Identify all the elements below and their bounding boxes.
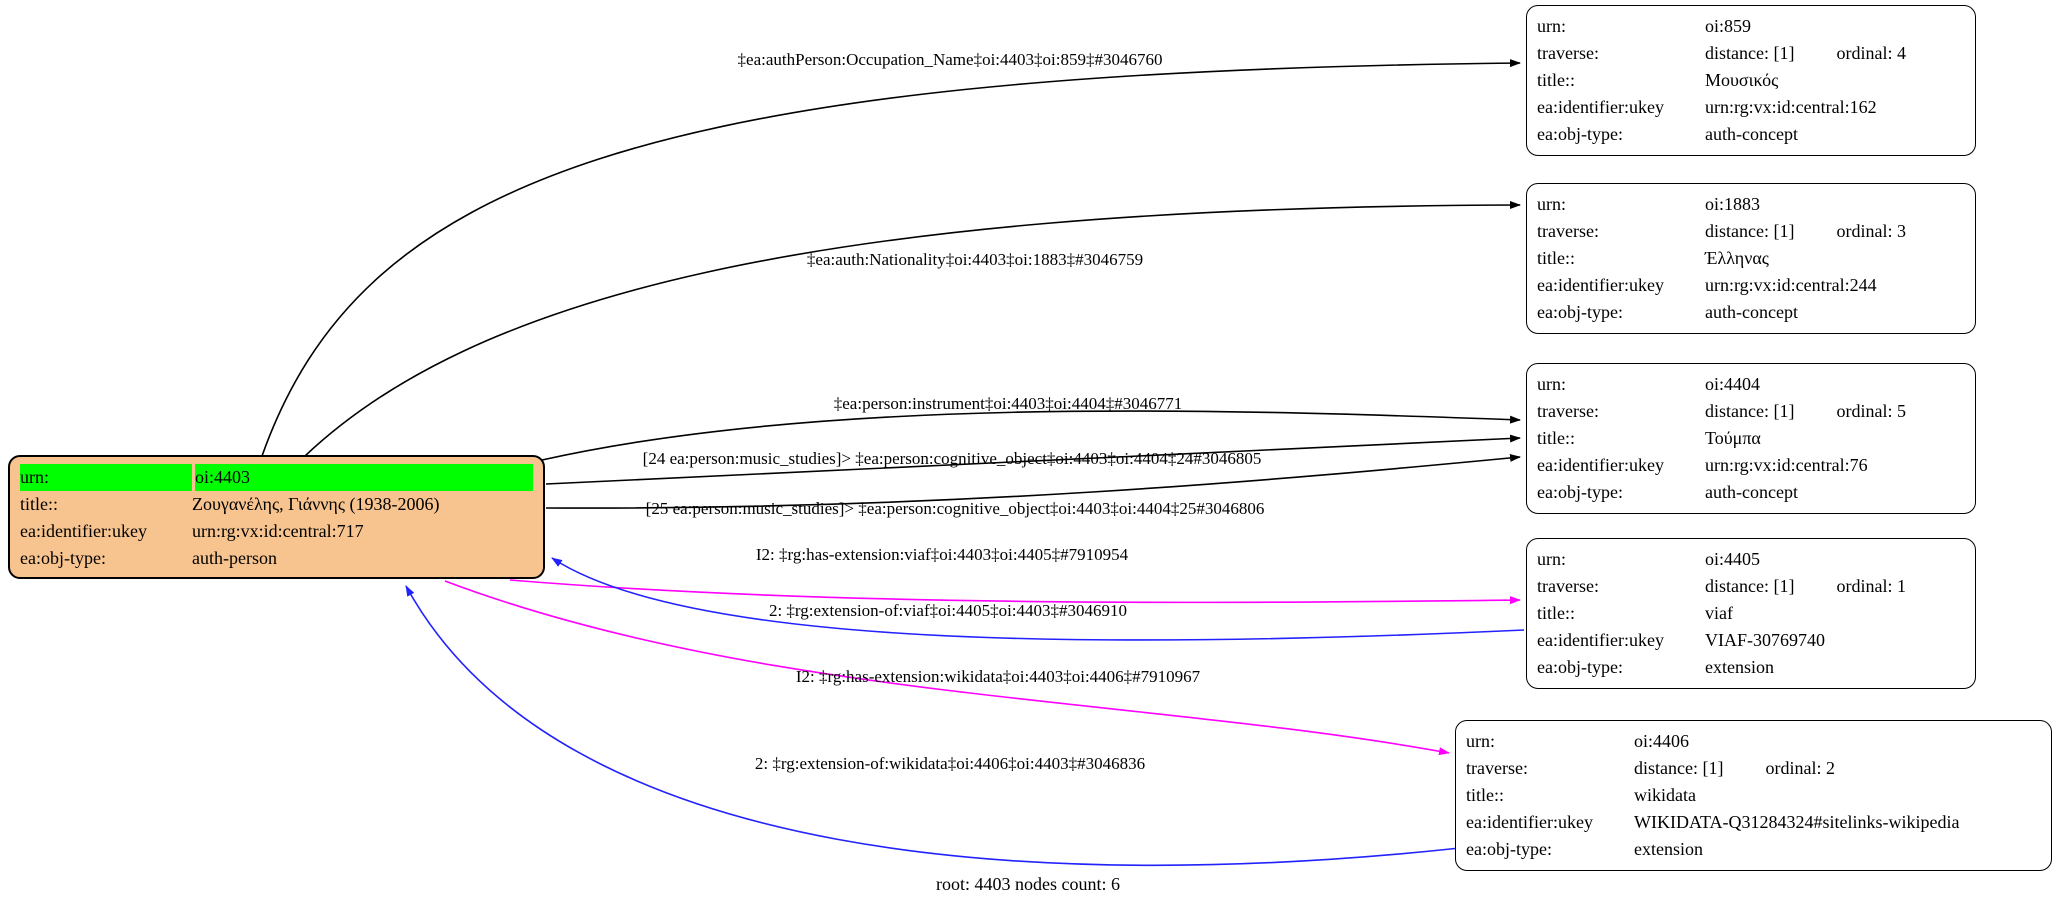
title-key: title:: xyxy=(1466,785,1504,805)
urn-key: urn: xyxy=(1537,374,1566,394)
node-row xyxy=(1537,299,1965,326)
central-objtype-value: auth-person xyxy=(192,548,277,568)
traverse-key: traverse: xyxy=(1537,576,1599,596)
urn-value: oi:4406 xyxy=(1634,731,1690,751)
node-row xyxy=(1466,755,2041,782)
traverse-value xyxy=(1634,755,2041,782)
ukey-value: VIAF-30769740 xyxy=(1705,630,1825,650)
traverse-key: traverse: xyxy=(1537,43,1599,63)
urn-key: urn: xyxy=(1537,194,1566,214)
objtype-value: extension xyxy=(1705,657,1774,677)
node-row xyxy=(1466,836,2041,863)
node-row xyxy=(1537,67,1965,94)
urn-value: oi:4405 xyxy=(1705,549,1761,569)
traverse-value xyxy=(1705,398,1965,425)
node-row xyxy=(1466,728,2041,755)
distance-value: distance: [1] xyxy=(1705,43,1795,63)
title-key: title:: xyxy=(1537,603,1575,623)
edge-label-cognitive-25: [25 ea:person:music_studies]> ‡ea:person:cognitive_object‡oi:4403‡oi:4404‡25#3046806 xyxy=(645,499,1265,518)
urn-value: oi:859 xyxy=(1705,16,1752,36)
distance-value: distance: [1] xyxy=(1705,401,1795,421)
title-key: title:: xyxy=(1537,70,1575,90)
edge-label-cognitive-24: [24 ea:person:music_studies]> ‡ea:person:cognitive_object‡oi:4403‡oi:4404‡24#3046805 xyxy=(642,449,1262,468)
node-oi-4406[interactable] xyxy=(1455,720,2052,871)
node-row xyxy=(1537,40,1965,67)
node-row xyxy=(1537,94,1965,121)
ordinal-value: ordinal: 3 xyxy=(1836,221,1906,241)
title-value: viaf xyxy=(1705,603,1733,623)
title-key: title:: xyxy=(1537,428,1575,448)
node-row xyxy=(1537,272,1965,299)
title-value: Έλληνας xyxy=(1705,248,1769,268)
distance-value: distance: [1] xyxy=(1634,758,1724,778)
node-oi-4404[interactable] xyxy=(1526,363,1976,514)
edge-label-has-extension-viaf: I2: ‡rg:has-extension:viaf‡oi:4403‡oi:4405‡#7910954 xyxy=(755,545,1129,564)
ordinal-value: ordinal: 1 xyxy=(1836,576,1906,596)
node-row xyxy=(1537,654,1965,681)
distance-value: distance: [1] xyxy=(1705,221,1795,241)
traverse-value xyxy=(1705,573,1965,600)
node-oi-4405[interactable] xyxy=(1526,538,1976,689)
node-row xyxy=(1537,627,1965,654)
central-title-key: title:: xyxy=(20,494,58,514)
traverse-key: traverse: xyxy=(1466,758,1528,778)
node-row xyxy=(1537,573,1965,600)
central-title-row xyxy=(20,491,533,518)
central-urn-row xyxy=(20,464,533,491)
objtype-key: ea:obj-type: xyxy=(1537,302,1623,322)
root-count-label: root: 4403 nodes count: 6 xyxy=(936,874,1120,894)
node-row xyxy=(1537,121,1965,148)
central-ukey-key: ea:identifier:ukey xyxy=(20,521,147,541)
urn-key: urn: xyxy=(1466,731,1495,751)
node-row xyxy=(1537,600,1965,627)
node-row xyxy=(1537,425,1965,452)
traverse-key: traverse: xyxy=(1537,401,1599,421)
node-row xyxy=(1537,191,1965,218)
central-title-value: Ζουγανέλης, Γιάννης (1938-2006) xyxy=(192,494,440,514)
node-row xyxy=(1537,479,1965,506)
central-objtype-row xyxy=(20,545,533,572)
central-objtype-key: ea:obj-type: xyxy=(20,548,106,568)
central-urn-value: oi:4403 xyxy=(195,464,533,491)
objtype-value: auth-concept xyxy=(1705,482,1798,502)
node-oi-859[interactable] xyxy=(1526,5,1976,156)
ukey-value: urn:rg:vx:id:central:76 xyxy=(1705,455,1868,475)
node-row xyxy=(1537,398,1965,425)
urn-value: oi:4404 xyxy=(1705,374,1761,394)
ukey-value: urn:rg:vx:id:central:244 xyxy=(1705,275,1877,295)
objtype-value: auth-concept xyxy=(1705,302,1798,322)
edge-label-instrument: ‡ea:person:instrument‡oi:4403‡oi:4404‡#3046771 xyxy=(833,394,1183,413)
edge-extension-of-viaf-path xyxy=(552,558,1524,640)
ordinal-value: ordinal: 5 xyxy=(1836,401,1906,421)
node-row xyxy=(1537,13,1965,40)
objtype-key: ea:obj-type: xyxy=(1466,839,1552,859)
ukey-key: ea:identifier:ukey xyxy=(1466,812,1593,832)
ukey-value: urn:rg:vx:id:central:162 xyxy=(1705,97,1877,117)
node-row xyxy=(1537,245,1965,272)
ukey-value: WIKIDATA-Q31284324#sitelinks-wikipedia xyxy=(1634,812,1960,832)
urn-value: oi:1883 xyxy=(1705,194,1761,214)
edge-extension-of-wikidata-path xyxy=(406,586,1460,865)
node-row xyxy=(1466,809,2041,836)
urn-key: urn: xyxy=(1537,549,1566,569)
node-row xyxy=(1537,371,1965,398)
ordinal-value: ordinal: 2 xyxy=(1765,758,1835,778)
objtype-value: auth-concept xyxy=(1705,124,1798,144)
urn-key: urn: xyxy=(1537,16,1566,36)
edge-label-extension-of-viaf: 2: ‡rg:extension-of:viaf‡oi:4405‡oi:4403‡#3046910 xyxy=(768,601,1128,620)
objtype-key: ea:obj-type: xyxy=(1537,657,1623,677)
title-value: wikidata xyxy=(1634,785,1696,805)
node-row xyxy=(1537,218,1965,245)
central-ukey-value: urn:rg:vx:id:central:717 xyxy=(192,521,364,541)
central-urn-key: urn: xyxy=(20,464,192,491)
ordinal-value: ordinal: 4 xyxy=(1836,43,1906,63)
edge-label-has-extension-wikidata: I2: ‡rg:has-extension:wikidata‡oi:4403‡oi:4406‡#7910967 xyxy=(795,667,1201,686)
node-oi-4403-central[interactable] xyxy=(8,455,545,579)
title-value: Τούμπα xyxy=(1705,428,1761,448)
node-row xyxy=(1537,452,1965,479)
edge-label-extension-of-wikidata: 2: ‡rg:extension-of:wikidata‡oi:4406‡oi:4403‡#3046836 xyxy=(754,754,1146,773)
objtype-key: ea:obj-type: xyxy=(1537,482,1623,502)
ukey-key: ea:identifier:ukey xyxy=(1537,275,1664,295)
edge-label-nationality: ‡ea:auth:Nationality‡oi:4403‡oi:1883‡#3046759 xyxy=(806,250,1144,269)
ukey-key: ea:identifier:ukey xyxy=(1537,630,1664,650)
objtype-value: extension xyxy=(1634,839,1703,859)
node-row xyxy=(1466,782,2041,809)
central-ukey-row xyxy=(20,518,533,545)
edge-nationality-path xyxy=(305,205,1520,456)
edge-has-extension-viaf-path xyxy=(510,580,1520,602)
objtype-key: ea:obj-type: xyxy=(1537,124,1623,144)
title-value: Μουσικός xyxy=(1705,70,1779,90)
traverse-value xyxy=(1705,40,1965,67)
node-oi-1883[interactable] xyxy=(1526,183,1976,334)
title-key: title:: xyxy=(1537,248,1575,268)
distance-value: distance: [1] xyxy=(1705,576,1795,596)
traverse-key: traverse: xyxy=(1537,221,1599,241)
node-row xyxy=(1537,546,1965,573)
edge-label-occupation: ‡ea:authPerson:Occupation_Name‡oi:4403‡oi:859‡#3046760 xyxy=(737,50,1163,69)
traverse-value xyxy=(1705,218,1965,245)
ukey-key: ea:identifier:ukey xyxy=(1537,97,1664,117)
ukey-key: ea:identifier:ukey xyxy=(1537,455,1664,475)
